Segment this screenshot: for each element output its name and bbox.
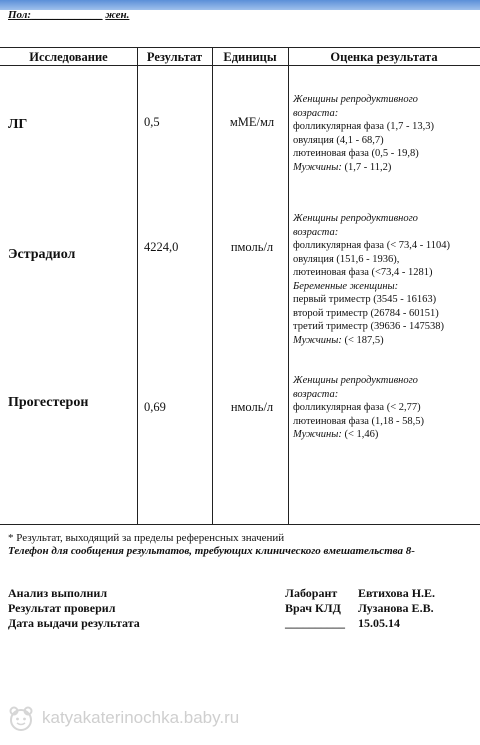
phone-note: Телефон для сообщения результатов, требующих клинического вмешательства 8- (8, 545, 415, 557)
reference-lh (293, 93, 478, 174)
signature-role-performed: Лаборант (285, 586, 338, 600)
signature-name-performed: Евтихова Н.Е. (358, 586, 436, 600)
column-header-assessment: Оценка результата (330, 50, 438, 64)
signature-role-checked: Врач КЛД (285, 601, 341, 615)
sex-field (8, 9, 129, 21)
reference-line: фолликулярная фаза (1,7 - 13,3) (293, 121, 434, 132)
analyte-progesterone: Прогестерон (8, 395, 89, 410)
signature-role-issued: __________ (285, 616, 345, 630)
unit-estradiol: пмоль/л (230, 240, 274, 254)
reference-line: фолликулярная фаза (< 2,77) (293, 402, 421, 413)
reference-line: лютеиновая фаза (<73,4 - 1281) (293, 267, 433, 278)
table-top-rule (0, 47, 480, 48)
column-divider-1 (137, 47, 138, 524)
sex-blank: _____________ (31, 9, 103, 21)
reference-line: третий триместр (39636 - 147538) (293, 321, 444, 332)
column-header-test: Исследование (29, 50, 108, 64)
reference-line: возраста: (293, 388, 339, 400)
table-bottom-rule (0, 524, 480, 525)
reference-line: Беременные женщины: (293, 280, 399, 292)
signature-name-checked: Лузанова Е.В. (358, 601, 434, 615)
reference-line: возраста: (293, 226, 339, 238)
reference-line: фолликулярная фаза (< 73,4 - 1104) (293, 240, 450, 251)
column-header-units: Единицы (223, 50, 277, 64)
reference-estradiol (293, 212, 478, 347)
analyte-estradiol: Эстрадиол (8, 247, 76, 262)
table-header-rule (0, 65, 480, 66)
reference-line: Мужчины: (< 187,5) (293, 334, 384, 346)
result-lh: 0,5 (144, 115, 160, 129)
footnote: * Результат, выходящий за пределы референсных значений (8, 532, 285, 544)
reference-line: овуляция (151,6 - 1936), (293, 253, 400, 265)
sex-label: Пол: (8, 9, 32, 21)
unit-lh: мМЕ/мл (229, 115, 275, 129)
reference-line: Женщины репродуктивного (293, 213, 418, 224)
reference-line: лютеиновая фаза (1,18 - 58,5) (293, 415, 425, 427)
reference-line: возраста: (293, 107, 339, 119)
signature-name-issued: 15.05.14 (358, 616, 400, 630)
column-divider-3 (288, 47, 289, 524)
column-header-result: Результат (146, 50, 203, 64)
column-divider-2 (212, 47, 213, 524)
reference-line: лютеиновая фаза (0,5 - 19,8) (293, 148, 419, 159)
analyte-lh: ЛГ (8, 117, 28, 132)
reference-line: первый триместр (3545 - 16163) (293, 294, 437, 305)
watermark-logo-icon (6, 706, 36, 732)
reference-line: Женщины репродуктивного (293, 94, 418, 105)
reference-line: Мужчины: (< 1,46) (293, 429, 379, 440)
reference-line: Мужчины: (1,7 - 11,2) (293, 161, 392, 173)
reference-progesterone (293, 374, 478, 442)
sex-value: жен. (105, 9, 130, 21)
reference-line: овуляция (4,1 - 68,7) (293, 134, 384, 146)
reference-line: второй триместр (26784 - 60151) (293, 307, 439, 319)
signature-label-checked: Результат проверил (8, 601, 116, 615)
signature-label-issued: Дата выдачи результата (8, 616, 140, 630)
signature-label-performed: Анализ выполнил (8, 586, 108, 600)
unit-progesterone: нмоль/л (230, 400, 274, 414)
reference-line: Женщины репродуктивного (293, 375, 418, 386)
result-estradiol: 4224,0 (144, 240, 179, 254)
result-progesterone: 0,69 (144, 400, 166, 414)
watermark-text: katyakaterinochka.baby.ru (42, 708, 240, 727)
